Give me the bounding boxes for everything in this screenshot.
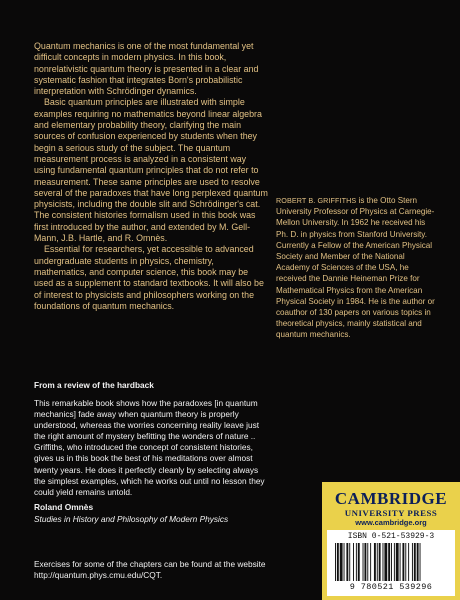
barcode-bar [388,543,390,581]
publisher-url: www.cambridge.org [355,518,427,527]
barcode-bar [417,543,419,581]
book-description [34,41,269,312]
review-heading: From a review of the hardback [34,380,154,390]
barcode-bar [356,543,357,581]
exercises-note [34,559,294,581]
barcode-bar [384,543,387,581]
barcode-bar [370,543,371,581]
barcode-bar [363,543,364,581]
barcode-box [327,530,455,596]
barcode-bar [340,543,343,581]
barcode-bar [408,543,409,581]
review-source: Studies in History and Philosophy of Modern Physics [34,513,229,524]
barcode-bar [396,543,399,581]
barcode-bar [405,543,406,581]
publisher-subname: UNIVERSITY PRESS [344,508,438,518]
exercises-url: http://quantum.phys.cmu.edu/CQT. [34,570,163,581]
barcode-bar [364,543,366,581]
publisher-logo [322,490,460,527]
barcode-bar [353,543,354,581]
description-paragraph-1: Quantum mechanics is one of the most fundamental yet difficult concepts in modern physics. In this book, nonrelativistic quantum theory is presented in a clear and systematic fashion that integrates Born's probabilistic interpretation with Schrödinger dynamics. [34,41,259,97]
barcode-bar [337,543,339,581]
barcode-bar [383,543,384,581]
exercises-text: Exercises for some of the chapters can be found at the website [34,559,266,569]
barcode-bar [412,543,413,581]
barcode-bar [349,543,350,581]
author-name: ROBERT B. GRIFFITHS [276,196,357,205]
isbn-label: ISBN 0-521-53929-3 [347,532,435,541]
barcode-bar [374,543,376,581]
barcode-icon [334,543,448,581]
author-biography [276,195,438,341]
barcode-bar [379,543,381,581]
review-quote: This remarkable book shows how the paradoxes [in quantum mechanics] fade away when quantum theory is properly understood, whereas the worries concerning reality leave just the right amount of mystery befitting the wonders of nature .. Griffiths, who introduced the concept of consistent histories, gives us in this book the best of his meditations over almost twenty years. He does it perfectly cleanly by selecting always the simplest examples, which he works out until no lesson they could yield remains untold. [34,398,265,497]
barcode-bar [344,543,345,581]
barcode-bar [400,543,401,581]
barcode-bar [420,543,421,581]
barcode-bar [402,543,404,581]
review-section [34,380,269,524]
reviewer-name: Roland Omnès [34,501,94,512]
author-bio-text: is the Otto Stern University Professor of Physics at Carnegie-Mellon University. In 1962 he received his Ph. D. in physics from Stanford University. Currently a Fellow of the American Physical Society and Member of the National Academy of Sciences of the USA, he received the Dannie Heineman Prize for Mathematical Physics from the American Physical Society in 1984. He is the author or coauthor of 130 papers on various topics in theoretical physics, mainly statistical and quantum mechanics. [276,196,435,340]
barcode-bar [377,543,378,581]
barcode-bar [391,543,392,581]
barcode-bar [335,543,336,581]
barcode-bar [414,543,416,581]
description-paragraph-3: Essential for researchers, yet accessible to advanced undergraduate students in physics, chemistry, mathematics, and computer science, this book may be used as a supplement to standard textbooks. It will also be of interest to physicists and philosophers working on the foundations of quantum mechanics. [34,244,264,311]
description-paragraph-2: Basic quantum principles are illustrated with simple examples requiring no mathematics beyond linear algebra and elementary probability theory, clarifying the main sources of confusion experienced by students when they begin a serious study of the subject. The quantum measurement process is analyzed in a consistent way using fundamental quantum principles that do not refer to measurement. These same principles are used to resolve several of the paradoxes that have long perplexed quantum physicists, including the double slit and Schrödinger's cat. The consistent histories formalism used in this book was first introduced by the author, and extended by M. Gell-Mann, J.B. Hartle, and R. Omnès. [34,97,268,244]
barcode-number: 9 780521 539296 [349,582,433,592]
barcode-bar [358,543,360,581]
barcode-bar [346,543,348,581]
publisher-panel [322,482,460,600]
barcode-bar [367,543,368,581]
barcode-bar [394,543,395,581]
publisher-name: CAMBRIDGE [334,489,448,508]
